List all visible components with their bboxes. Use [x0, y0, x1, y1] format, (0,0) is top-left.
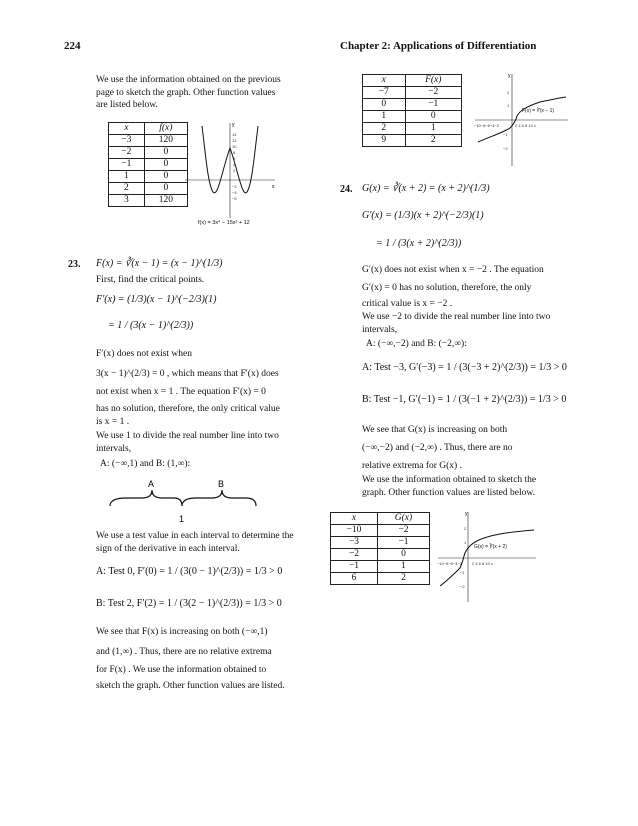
svg-text:y: y	[232, 122, 235, 128]
chapter-title: Chapter 2: Applications of Differentiation	[340, 40, 537, 52]
quartic-graph	[180, 118, 280, 228]
p23-test-a: A: Test 0, F′(0) = 1 / (3(0 − 1)^(2/3)) = 1/3 > 0	[96, 566, 283, 577]
p23-intervals: A: (−∞,1) and B: (1,∞):	[100, 459, 191, 469]
table-row: −1 1	[331, 561, 430, 573]
svg-text:y: y	[465, 511, 468, 517]
values-table-f	[108, 122, 188, 207]
p24-intervals: A: (−∞,−2) and B: (−2,∞):	[366, 339, 467, 349]
svg-text:−2: −2	[503, 146, 508, 151]
p23-dne-a: F′(x) does not exist when	[96, 349, 193, 359]
graph1-caption: f(x) = 3x⁴ − 15x² + 12	[198, 220, 250, 226]
p23-divide: We use 1 to divide the real number line into two intervals,	[96, 431, 279, 454]
svg-text:−2: −2	[460, 584, 465, 589]
p24-conclusion-1: We see that G(x) is increasing on both	[362, 425, 508, 435]
p23-conclusion-2: and (1,∞) . Thus, there are no relative extrema	[96, 647, 272, 657]
p23-derivative-simplified: = 1 / (3(x − 1)^(2/3))	[108, 320, 194, 331]
svg-text:2: 2	[507, 90, 510, 95]
table-row: 1 0	[363, 111, 462, 123]
svg-text:−10−8−6−4−2: −10−8−6−4−2	[437, 561, 463, 566]
page-number: 224	[64, 40, 81, 52]
p23-function: F(x) = ∛(x − 1) = (x − 1)^(1/3)	[96, 258, 223, 269]
p23-conclusion-4: sketch the graph. Other function values are listed.	[96, 681, 285, 691]
table-row: 9 2	[363, 135, 462, 147]
interval-label-b: B	[218, 479, 225, 489]
svg-text:−10−8−6−4−2: −10−8−6−4−2	[474, 123, 500, 128]
p23-dne-e: is x = 1 .	[96, 417, 130, 427]
svg-text:1: 1	[464, 540, 467, 545]
table-head-Fx: F(x)	[405, 75, 461, 87]
p24-conclusion-4: We use the information obtained to sketch the graph. Other function values are listed below.	[362, 475, 537, 498]
table-row: 1 0	[109, 171, 188, 183]
p24-function: G(x) = ∛(x + 2) = (x + 2)^(1/3)	[362, 183, 490, 194]
number-line-diagram	[96, 476, 286, 526]
table-row: 2 1	[363, 123, 462, 135]
p23-dne-d: has no solution, therefore, the only critical value	[96, 404, 280, 414]
svg-text:−4: −4	[232, 190, 237, 195]
p23-test-intro: We use a test value in each interval to determine the sign of the derivative in each interval.	[96, 531, 294, 554]
table-row: 0 −1	[363, 99, 462, 111]
table-row: −2 0	[331, 549, 430, 561]
svg-text:−1: −1	[503, 132, 508, 137]
svg-text:1: 1	[507, 103, 510, 108]
svg-text:2: 2	[464, 526, 467, 531]
table-row: −3 −1	[331, 537, 430, 549]
p24-dne-2: G′(x) = 0 has no solution, therefore, the only	[362, 283, 532, 293]
p23-derivative: F′(x) = (1/3)(x − 1)^(−2/3)(1)	[96, 294, 217, 305]
table-head-fx: f(x)	[144, 123, 187, 135]
table-head-x: x	[363, 75, 406, 87]
values-table-G	[330, 512, 430, 585]
svg-text:8: 8	[233, 150, 236, 155]
table-row: 6 2	[331, 573, 430, 585]
svg-text:−2: −2	[232, 184, 237, 189]
svg-text:2: 2	[233, 168, 236, 173]
p24-divide: We use −2 to divide the real number line into two intervals,	[362, 312, 551, 335]
problem-23-number: 23.	[68, 259, 81, 270]
p23-first: First, find the critical points.	[96, 275, 205, 285]
p24-dne-1: G′(x) does not exist when x = −2 . The equation	[362, 265, 544, 275]
svg-text:y: y	[508, 73, 511, 79]
p24-conclusion-2: (−∞,−2) and (−2,∞) . Thus, there are no	[362, 443, 513, 453]
table-head-Gx: G(x)	[377, 513, 429, 525]
graph3-caption: G(x) = ∛(x + 2)	[474, 544, 507, 550]
p24-derivative-simplified: = 1 / (3(x + 2)^(2/3))	[376, 238, 462, 249]
svg-text:10: 10	[232, 144, 237, 149]
p23-conclusion-1: We see that F(x) is increasing on both (−∞,1)	[96, 627, 268, 637]
p24-test-a: A: Test −3, G′(−3) = 1 / (3(−3 + 2)^(2/3)) = 1/3 > 0	[362, 362, 567, 373]
svg-text:4: 4	[233, 162, 236, 167]
p23-conclusion-3: for F(x) . We use the information obtained to	[96, 665, 267, 675]
cube-root-graph-G	[434, 508, 540, 604]
p23-test-b: B: Test 2, F′(2) = 1 / (3(2 − 1)^(2/3)) = 1/3 > 0	[96, 598, 282, 609]
interval-label-a: A	[148, 479, 155, 489]
p24-conclusion-3: relative extrema for G(x) .	[362, 461, 462, 471]
cube-root-graph-F	[470, 70, 570, 170]
graph2-caption: F(x) = ∛(x − 1)	[522, 108, 555, 114]
table-row: −1 0	[109, 159, 188, 171]
svg-text:−1: −1	[460, 570, 465, 575]
table-row: −3 120	[109, 135, 188, 147]
p23-dne-c: not exist when x = 1 . The equation F′(x) = 0	[96, 387, 266, 397]
table-head-x: x	[331, 513, 378, 525]
problem-24-number: 24.	[340, 184, 353, 195]
svg-text:14: 14	[232, 132, 237, 137]
table-row: 2 0	[109, 183, 188, 195]
table-row: −2 0	[109, 147, 188, 159]
p23-dne-b: 3(x − 1)^(2/3) = 0 , which means that F′(x) does	[96, 369, 279, 379]
intro-paragraph: We use the information obtained on the previous page to sketch the graph. Other function values are listed below.	[96, 75, 281, 110]
svg-text:−6: −6	[232, 196, 237, 201]
svg-text:12: 12	[232, 138, 237, 143]
svg-text:x: x	[272, 184, 275, 190]
table-row: −7 −2	[363, 87, 462, 99]
p24-test-b: B: Test −1, G′(−1) = 1 / (3(−1 + 2)^(2/3)) = 1/3 > 0	[362, 394, 567, 405]
table-head-x: x	[109, 123, 145, 135]
table-row: −10 −2	[331, 525, 430, 537]
svg-text:6: 6	[233, 156, 236, 161]
critical-point-label: 1	[179, 514, 185, 524]
table-row: 3 120	[109, 195, 188, 207]
p24-dne-3: critical value is x = −2 .	[362, 299, 453, 309]
svg-text:2 4 6 8 10 x: 2 4 6 8 10 x	[515, 123, 536, 128]
svg-text:2 4 6 8 10 x: 2 4 6 8 10 x	[472, 561, 493, 566]
values-table-F	[362, 74, 462, 147]
p24-derivative: G′(x) = (1/3)(x + 2)^(−2/3)(1)	[362, 210, 484, 221]
